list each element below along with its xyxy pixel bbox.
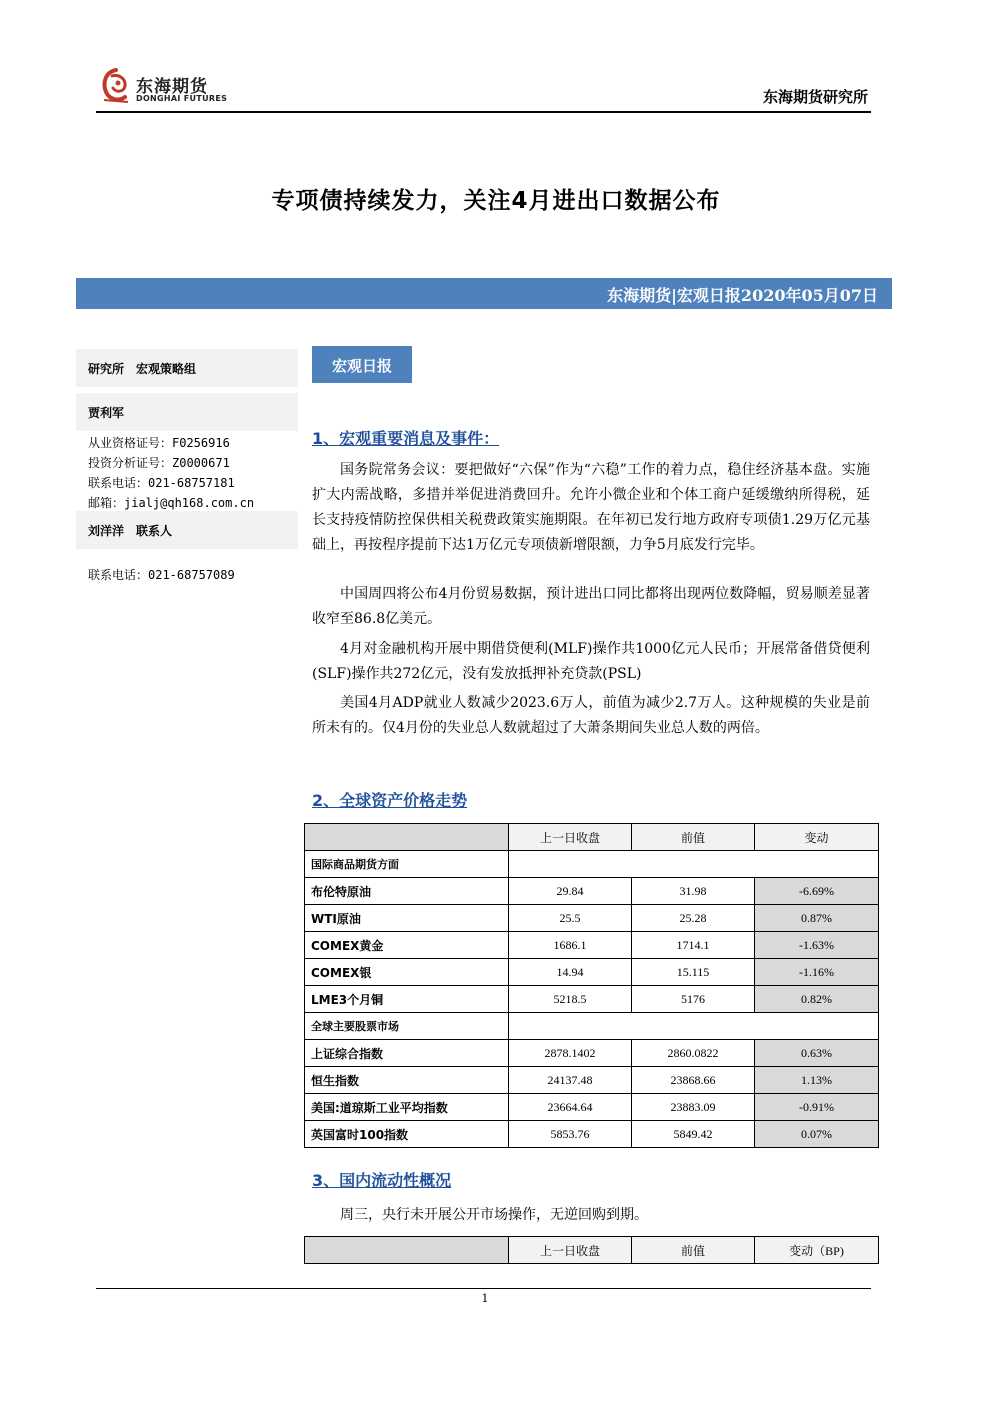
close-value: 1686.1 (509, 932, 632, 959)
price-header-blank (305, 824, 509, 851)
table-row (305, 1040, 879, 1067)
banner-text: 东海期货|宏观日报2020年05月07日 (607, 286, 878, 305)
section-heading-liquidity: 3、国内流动性概况 (312, 1171, 452, 1190)
close-value: 14.94 (509, 959, 632, 986)
report-banner (76, 278, 892, 309)
price-table-header (305, 824, 879, 851)
asset-name: 布伦特原油 (305, 878, 509, 905)
change-value: 0.87% (755, 905, 879, 932)
asset-name: 恒生指数 (305, 1067, 509, 1094)
analyst2-name: 刘洋洋 联系人 (88, 524, 173, 538)
close-value: 2878.1402 (509, 1040, 632, 1067)
change-value: -6.69% (755, 878, 879, 905)
asset-price-table (304, 823, 879, 1148)
close-value: 23664.64 (509, 1094, 632, 1121)
asset-name: COMEX银 (305, 959, 509, 986)
analyst2-phone: 联系电话：021-68757089 (88, 568, 235, 582)
close-value: 5853.76 (509, 1121, 632, 1148)
asset-name: 英国富时100指数 (305, 1121, 509, 1148)
analyst1-phone: 联系电话：021-68757181 (88, 476, 235, 490)
section-heading-asset-prices: 2、全球资产价格走势 (312, 791, 468, 810)
close-value: 29.84 (509, 878, 632, 905)
change-value: 0.63% (755, 1040, 879, 1067)
group-empty-cell (509, 851, 879, 878)
report-type-tag (312, 346, 412, 383)
asset-name: LME3个月铜 (305, 986, 509, 1013)
paragraph-trade-data: 中国周四将公布4月份贸易数据，预计进出口同比都将出现两位数降幅，贸易顺差显著收窄至86.8亿美元。 (312, 586, 870, 627)
group-label: 国际商品期货方面 (305, 851, 509, 878)
asset-name: 美国:道琼斯工业平均指数 (305, 1094, 509, 1121)
sidebar-analyst1-header (76, 393, 298, 431)
prev-value: 1714.1 (632, 932, 755, 959)
liquidity-header-change: 变动（BP) (755, 1237, 879, 1264)
dragon-logo-icon (98, 66, 134, 106)
table-row (305, 959, 879, 986)
footer-divider (96, 1288, 871, 1289)
prev-value: 2860.0822 (632, 1040, 755, 1067)
price-header-change: 变动 (755, 824, 879, 851)
table-row (305, 878, 879, 905)
company-logo (98, 66, 238, 110)
liquidity-header-close: 上一日收盘 (509, 1237, 632, 1264)
section-heading-macro-news: 1、宏观重要消息及事件： (312, 429, 500, 448)
liquidity-header-prev: 前值 (632, 1237, 755, 1264)
group-label: 全球主要股票市场 (305, 1013, 509, 1040)
prev-value: 23868.66 (632, 1067, 755, 1094)
header-divider (96, 111, 871, 113)
prev-value: 5849.42 (632, 1121, 755, 1148)
asset-name: WTI原油 (305, 905, 509, 932)
paragraph-liquidity: 周三，央行未开展公开市场操作，无逆回购到期。 (340, 1207, 648, 1223)
change-value: -1.63% (755, 932, 879, 959)
table-row (305, 1094, 879, 1121)
table-row (305, 1067, 879, 1094)
price-header-close: 上一日收盘 (509, 824, 632, 851)
table-group-row (305, 851, 879, 878)
analyst1-cert: 从业资格证号：F0256916 (88, 436, 230, 450)
prev-value: 31.98 (632, 878, 755, 905)
paragraph-mlf: 4月对金融机构开展中期借贷便利(MLF)操作共1000亿元人民币；开展常备借贷便利(SLF)操作共272亿元，没有发放抵押补充贷款(PSL) (312, 641, 870, 682)
table-group-row (305, 1013, 879, 1040)
analyst1-invest-cert: 投资分析证号：Z0000671 (88, 456, 230, 470)
header-institute: 东海期货研究所 (762, 88, 868, 106)
logo-text-en: DONGHAI FUTURES (136, 94, 228, 103)
close-value: 25.5 (509, 905, 632, 932)
page-number: 1 (481, 1292, 489, 1305)
prev-value: 15.115 (632, 959, 755, 986)
liquidity-header-blank (305, 1237, 509, 1264)
sidebar-dept-header (76, 349, 298, 387)
table-row (305, 1121, 879, 1148)
paragraph-adp: 美国4月ADP就业人数减少2023.6万人，前值为减少2.7万人。这种规模的失业是前所未有的。仅4月份的失业总人数就超过了大萧条期间失业总人数的两倍。 (312, 695, 870, 736)
close-value: 5218.5 (509, 986, 632, 1013)
asset-name: 上证综合指数 (305, 1040, 509, 1067)
table-row (305, 905, 879, 932)
change-value: -1.16% (755, 959, 879, 986)
price-header-prev: 前值 (632, 824, 755, 851)
logo-text-cn: 东海期货 (136, 77, 208, 97)
close-value: 24137.48 (509, 1067, 632, 1094)
report-type-label: 宏观日报 (331, 357, 392, 375)
paragraph-state-council: 国务院常务会议：要把做好“六保”作为“六稳”工作的着力点，稳住经济基本盘。实施扩大内需战略，多措并举促进消费回升。允许小微企业和个体工商户延缓缴纳所得税，延长支持疫情防控保供相关税费政策实施期限。在年初已发行地方政府专项债1.29万亿元基础上，再按程序提前下达1万亿元专项债新增限额，力争5月底发行完毕。 (312, 462, 870, 553)
change-value: -0.91% (755, 1094, 879, 1121)
change-value: 0.82% (755, 986, 879, 1013)
asset-name: COMEX黄金 (305, 932, 509, 959)
change-value: 0.07% (755, 1121, 879, 1148)
prev-value: 25.28 (632, 905, 755, 932)
sidebar-analyst2-header (76, 511, 298, 549)
prev-value: 23883.09 (632, 1094, 755, 1121)
analyst1-name: 贾利军 (88, 406, 125, 420)
prev-value: 5176 (632, 986, 755, 1013)
table-row (305, 932, 879, 959)
liquidity-table-header (305, 1237, 879, 1264)
table-row (305, 986, 879, 1013)
analyst1-email[interactable]: 邮箱：jialj@qh168.com.cn (88, 496, 255, 510)
change-value: 1.13% (755, 1067, 879, 1094)
report-title: 专项债持续发力，关注4月进出口数据公布 (271, 188, 721, 214)
liquidity-table (304, 1236, 879, 1264)
sidebar-dept: 研究所 宏观策略组 (88, 362, 197, 376)
group-empty-cell (509, 1013, 879, 1040)
